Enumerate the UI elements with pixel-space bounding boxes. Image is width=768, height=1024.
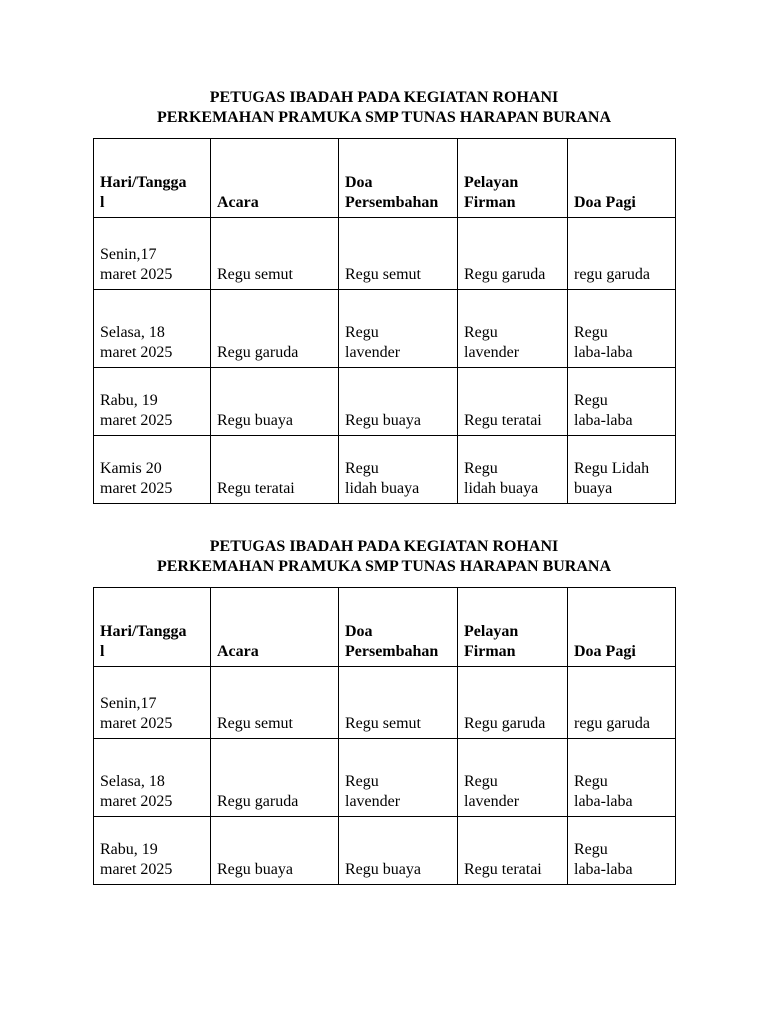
header-doa-pagi: Doa Pagi <box>568 139 676 218</box>
document-title <box>93 537 675 577</box>
cell-pelayan-firman: Regu lavender <box>458 290 568 368</box>
header-doa-persembahan: Doa Persembahan <box>339 139 458 218</box>
cell-pelayan-firman: Regu lidah buaya <box>458 436 568 504</box>
cell-date: Senin,17 maret 2025 <box>94 218 211 290</box>
header-acara: Acara <box>211 588 339 667</box>
cell-doa-pagi: Regu Lidah buaya <box>568 436 676 504</box>
cell-acara: Regu garuda <box>211 290 339 368</box>
header-doa-pagi: Doa Pagi <box>568 588 676 667</box>
cell-acara: Regu teratai <box>211 436 339 504</box>
table-row <box>94 218 676 290</box>
title-line-1: PETUGAS IBADAH PADA KEGIATAN ROHANI <box>209 89 559 106</box>
schedule-table <box>93 587 676 885</box>
cell-date: Rabu, 19 maret 2025 <box>94 817 211 885</box>
title-line-1: PETUGAS IBADAH PADA KEGIATAN ROHANI <box>209 538 559 555</box>
header-hari-tanggal: Hari/Tangga l <box>94 139 211 218</box>
cell-doa-persembahan: Regu buaya <box>339 368 458 436</box>
cell-acara: Regu semut <box>211 218 339 290</box>
cell-date: Selasa, 18 maret 2025 <box>94 739 211 817</box>
schedule-section-2 <box>93 537 675 885</box>
header-hari-tanggal: Hari/Tangga l <box>94 588 211 667</box>
cell-doa-persembahan: Regu lavender <box>339 739 458 817</box>
cell-doa-persembahan: Regu semut <box>339 218 458 290</box>
cell-date: Kamis 20 maret 2025 <box>94 436 211 504</box>
header-acara: Acara <box>211 139 339 218</box>
cell-doa-pagi: regu garuda <box>568 667 676 739</box>
cell-pelayan-firman: Regu teratai <box>458 368 568 436</box>
table-row <box>94 436 676 504</box>
table-header-row <box>94 139 676 218</box>
cell-date: Selasa, 18 maret 2025 <box>94 290 211 368</box>
schedule-section-1 <box>93 88 675 504</box>
cell-pelayan-firman: Regu garuda <box>458 218 568 290</box>
cell-doa-pagi: Regu laba-laba <box>568 290 676 368</box>
table-row <box>94 739 676 817</box>
cell-pelayan-firman: Regu lavender <box>458 739 568 817</box>
table-row <box>94 290 676 368</box>
cell-acara: Regu buaya <box>211 368 339 436</box>
cell-pelayan-firman: Regu garuda <box>458 667 568 739</box>
cell-pelayan-firman: Regu teratai <box>458 817 568 885</box>
cell-doa-persembahan: Regu lavender <box>339 290 458 368</box>
cell-doa-pagi: Regu laba-laba <box>568 739 676 817</box>
document-title <box>93 88 675 128</box>
cell-doa-persembahan: Regu semut <box>339 667 458 739</box>
table-row <box>94 368 676 436</box>
cell-doa-pagi: Regu laba-laba <box>568 817 676 885</box>
cell-date: Rabu, 19 maret 2025 <box>94 368 211 436</box>
cell-acara: Regu garuda <box>211 739 339 817</box>
table-row <box>94 667 676 739</box>
table-row <box>94 817 676 885</box>
cell-doa-persembahan: Regu buaya <box>339 817 458 885</box>
cell-doa-pagi: regu garuda <box>568 218 676 290</box>
header-pelayan-firman: Pelayan Firman <box>458 139 568 218</box>
header-doa-persembahan: Doa Persembahan <box>339 588 458 667</box>
table-header-row <box>94 588 676 667</box>
title-line-2: PERKEMAHAN PRAMUKA SMP TUNAS HARAPAN BURANA <box>156 109 612 126</box>
cell-doa-pagi: Regu laba-laba <box>568 368 676 436</box>
cell-date: Senin,17 maret 2025 <box>94 667 211 739</box>
cell-acara: Regu semut <box>211 667 339 739</box>
header-pelayan-firman: Pelayan Firman <box>458 588 568 667</box>
schedule-table <box>93 138 676 504</box>
cell-acara: Regu buaya <box>211 817 339 885</box>
title-line-2: PERKEMAHAN PRAMUKA SMP TUNAS HARAPAN BURANA <box>156 558 612 575</box>
cell-doa-persembahan: Regu lidah buaya <box>339 436 458 504</box>
